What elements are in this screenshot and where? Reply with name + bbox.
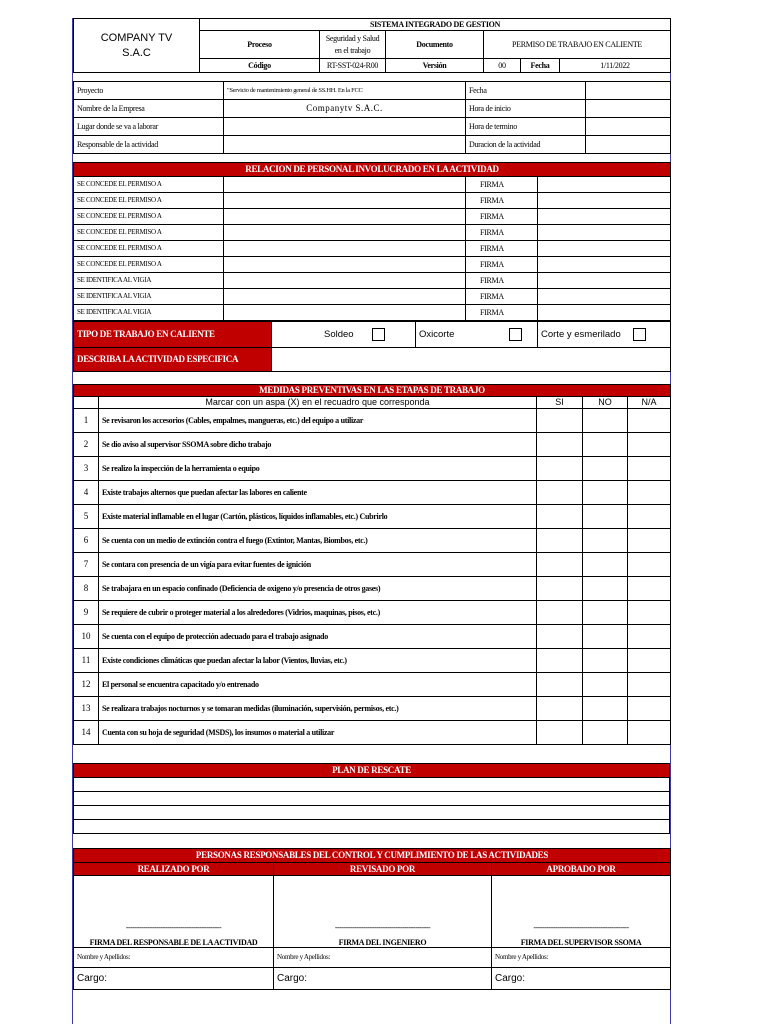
measure-row [74,577,671,601]
personnel-row [74,209,671,225]
oxicorte-label: Oxicorte [419,329,455,341]
measure-text: Se dio aviso al supervisor SSOMA sobre dicho trabajo [99,433,537,457]
documento-value: PERMISO DE TRABAJO EN CALIENTE [484,31,671,59]
measure-na-cell[interactable] [628,433,671,457]
measure-na-cell[interactable] [628,409,671,433]
personnel-signature[interactable] [538,177,671,193]
permit-form [72,18,671,1024]
personnel-signature[interactable] [538,273,671,289]
measure-si-cell[interactable] [537,649,583,673]
rescue-line[interactable] [74,820,670,834]
personnel-row [74,257,671,273]
measure-na-cell[interactable] [628,529,671,553]
personnel-table [73,162,671,321]
measure-na-cell[interactable] [628,481,671,505]
measure-number: 4 [74,481,99,505]
measures-table [73,384,671,745]
col-na: N/A [628,397,671,409]
measure-si-cell[interactable] [537,409,583,433]
proceso-value [320,31,386,59]
personnel-row [74,273,671,289]
personnel-row-label: SE CONCEDE EL PERMISO A [74,241,224,257]
measure-row [74,433,671,457]
option-oxicorte [416,322,538,348]
describe-input[interactable] [272,348,671,372]
personnel-name[interactable] [224,273,466,289]
measure-row [74,505,671,529]
measure-text: Cuenta con su hoja de seguridad (MSDS), los insumos o material a utilizar [99,721,537,745]
measure-row [74,409,671,433]
signature-area-aprobado[interactable] [492,876,671,948]
describe-label: DESCRIBA LA ACTIVIDAD ESPECIFICA [74,348,272,372]
personnel-signature[interactable] [538,225,671,241]
documento-label: Documento [386,31,484,59]
option-soldeo [272,322,416,348]
measure-text: Existe trabajos alternos que puedan afectar las labores en caliente [99,481,537,505]
company-name: COMPANY TV [100,31,173,44]
signature-line: -------------------------------------------- [125,922,222,932]
measure-si-cell[interactable] [537,625,583,649]
measure-no-cell[interactable] [583,673,628,697]
corte-checkbox[interactable] [633,328,646,341]
signature-area-revisado[interactable] [274,876,492,948]
proceso-label: Proceso [200,31,320,59]
measure-row [74,697,671,721]
personnel-row [74,193,671,209]
firma-label: FIRMA [466,241,538,257]
measure-row [74,553,671,577]
personnel-signature[interactable] [538,305,671,321]
personnel-row-label: SE IDENTIFICA AL VIGIA [74,289,224,305]
empresa-label: Nombre de la Empresa [74,100,224,118]
personnel-signature[interactable] [538,289,671,305]
measure-number: 5 [74,505,99,529]
firma-label: FIRMA [466,257,538,273]
measure-text: El personal se encuentra capacitado y/o entrenado [99,673,537,697]
measure-number: 14 [74,721,99,745]
measure-text: Se requiere de cubrir o proteger material a los alrededores (Vidrios, maquinas, pisos, etc.) [99,601,537,625]
measure-na-cell[interactable] [628,601,671,625]
personnel-signature[interactable] [538,193,671,209]
measure-number: 8 [74,577,99,601]
measure-row [74,457,671,481]
measure-text: Se cuenta con un medio de extinción contra el fuego (Extintor, Mantas, Biombos, etc.) [99,529,537,553]
corte-label: Corte y esmerilado [541,329,621,341]
measure-no-cell[interactable] [583,481,628,505]
proyecto-value[interactable]: "Servicio de mantenimiento general de SS.HH. En la FCC [224,82,466,100]
measure-si-cell[interactable] [537,553,583,577]
measure-no-cell[interactable] [583,625,628,649]
personnel-name[interactable] [224,209,466,225]
measure-row [74,481,671,505]
measure-na-cell[interactable] [628,553,671,577]
empresa-value[interactable]: Companytv S.A.C. [224,100,466,118]
personnel-name[interactable] [224,177,466,193]
measure-no-cell[interactable] [583,601,628,625]
rescue-title: PLAN DE RESCATE [74,764,670,778]
option-corte [538,322,671,348]
personnel-row-label: SE CONCEDE EL PERMISO A [74,257,224,273]
fecha-info-label: Fecha [466,82,586,100]
measure-text: Existe condiciones climáticas que puedan afectar la labor (Vientos, lluvias, etc.) [99,649,537,673]
personnel-name[interactable] [224,193,466,209]
measure-si-cell[interactable] [537,481,583,505]
col-si: SI [537,397,583,409]
personnel-row [74,241,671,257]
measure-si-cell[interactable] [537,697,583,721]
nombre-field[interactable]: Nombre y Apellidos: [492,948,671,968]
hora-termino-value[interactable] [586,118,671,136]
duracion-label: Duracion de la actividad [466,136,586,154]
measure-na-cell[interactable] [628,457,671,481]
personnel-row-label: SE CONCEDE EL PERMISO A [74,209,224,225]
revisado-header: REVISADO POR [274,863,492,876]
measures-header-num [74,397,99,409]
measure-si-cell[interactable] [537,505,583,529]
firma-label: FIRMA [466,193,538,209]
rescue-table [73,763,670,834]
personnel-signature[interactable] [538,209,671,225]
measure-na-cell[interactable] [628,625,671,649]
firma-label: FIRMA [466,289,538,305]
firma-label: FIRMA [466,209,538,225]
proyecto-label: Proyecto [74,82,224,100]
personnel-name[interactable] [224,305,466,321]
firma-label: FIRMA [466,177,538,193]
measure-text: Se realizara trabajos nocturnos y se tomaran medidas (iluminación, supervisión, permisos, etc.) [99,697,537,721]
measures-title: MEDIDAS PREVENTIVAS EN LAS ETAPAS DE TRABAJO [74,385,671,397]
responsable-value[interactable] [224,136,466,154]
system-title: SISTEMA INTEGRADO DE GESTION [200,19,671,31]
measure-text: Existe material inflamable en el lugar (Cartón, plásticos, líquidos inflamables, etc.) Cubrirlo [99,505,537,529]
nombre-field[interactable]: Nombre y Apellidos: [274,948,492,968]
personnel-name[interactable] [224,225,466,241]
measure-na-cell[interactable] [628,577,671,601]
measure-number: 13 [74,697,99,721]
measure-number: 11 [74,649,99,673]
personnel-row [74,225,671,241]
personnel-name[interactable] [224,289,466,305]
personnel-row-label: SE CONCEDE EL PERMISO A [74,193,224,209]
measure-row [74,625,671,649]
rescue-line[interactable] [74,792,670,806]
measure-na-cell[interactable] [628,697,671,721]
company-logo-text [74,19,200,73]
measure-no-cell[interactable] [583,553,628,577]
duracion-value[interactable] [586,136,671,154]
measure-no-cell[interactable] [583,649,628,673]
cargo-field[interactable]: Cargo: [274,968,492,990]
measure-row [74,649,671,673]
hora-termino-label: Hora de termino [466,118,586,136]
measure-row [74,673,671,697]
measure-no-cell[interactable] [583,529,628,553]
soldeo-checkbox[interactable] [372,328,385,341]
measure-number: 7 [74,553,99,577]
measure-si-cell[interactable] [537,721,583,745]
measure-number: 9 [74,601,99,625]
measure-no-cell[interactable] [583,577,628,601]
measure-na-cell[interactable] [628,649,671,673]
measures-instruction: Marcar con un aspa (X) en el recuadro que corresponda [99,397,537,409]
measure-na-cell[interactable] [628,673,671,697]
signature-area-realizado[interactable] [74,876,274,948]
cargo-field[interactable]: Cargo: [74,968,274,990]
measure-no-cell[interactable] [583,721,628,745]
activity-info [73,81,671,154]
soldeo-label: Soldeo [324,329,354,341]
proceso-value-line2: en el trabajo [334,45,371,55]
measure-row [74,529,671,553]
oxicorte-checkbox[interactable] [509,328,522,341]
personnel-row [74,289,671,305]
measure-no-cell[interactable] [583,505,628,529]
personnel-name[interactable] [224,241,466,257]
measure-number: 12 [74,673,99,697]
measure-no-cell[interactable] [583,697,628,721]
measure-row [74,601,671,625]
measure-no-cell[interactable] [583,409,628,433]
codigo-value: RT-SST-024-R00 [320,59,386,73]
firma-label: FIRMA [466,273,538,289]
work-type-label: TIPO DE TRABAJO EN CALIENTE [74,322,272,348]
col-no: NO [583,397,628,409]
company-suffix: S.A.C [122,46,151,59]
measure-number: 10 [74,625,99,649]
version-label: Versión [386,59,484,73]
signature-line: -------------------------------------------- [334,922,431,932]
signature-caption: FIRMA DEL INGENIERO [338,937,427,947]
aprobado-header: APROBADO POR [492,863,671,876]
realizado-header: REALIZADO POR [74,863,274,876]
cargo-field[interactable]: Cargo: [492,968,671,990]
measure-number: 2 [74,433,99,457]
measure-si-cell[interactable] [537,433,583,457]
proceso-value-line1: Seguridad y Salud [325,33,380,43]
measure-number: 6 [74,529,99,553]
measure-number: 3 [74,457,99,481]
codigo-label: Código [200,59,320,73]
measure-row [74,721,671,745]
personnel-row [74,305,671,321]
hora-inicio-label: Hora de inicio [466,100,586,118]
rescue-line[interactable] [74,806,670,820]
measure-number: 1 [74,409,99,433]
measure-na-cell[interactable] [628,721,671,745]
measure-si-cell[interactable] [537,529,583,553]
measure-si-cell[interactable] [537,673,583,697]
lugar-label: Lugar donde se va a laborar [74,118,224,136]
measure-na-cell[interactable] [628,505,671,529]
rescue-line[interactable] [74,778,670,792]
firma-label: FIRMA [466,225,538,241]
measure-text: Se realizo la inspección de la herramienta o equipo [99,457,537,481]
measure-text: Se revisaron los accesorios (Cables, empalmes, mangueras, etc.) del equipo a utilizar [99,409,537,433]
responsibles-table [73,848,671,990]
version-value: 00 [484,59,521,73]
personnel-row-label: SE CONCEDE EL PERMISO A [74,177,224,193]
responsable-label: Responsable de la actividad [74,136,224,154]
measure-text: Se contara con presencia de un vigía para evitar fuentes de ignición [99,553,537,577]
measure-si-cell[interactable] [537,577,583,601]
measure-text: Se cuenta con el equipo de protección adecuado para el trabajo asignado [99,625,537,649]
responsibles-title: PERSONAS RESPONSABLES DEL CONTROL Y CUMPLIMIENTO DE LAS ACTIVIDADES [74,849,671,863]
personnel-row-label: SE IDENTIFICA AL VIGIA [74,273,224,289]
hora-inicio-value[interactable] [586,100,671,118]
personnel-name[interactable] [224,257,466,273]
personnel-row-label: SE IDENTIFICA AL VIGIA [74,305,224,321]
measure-no-cell[interactable] [583,433,628,457]
measure-si-cell[interactable] [537,601,583,625]
signature-caption: FIRMA DEL RESPONSABLE DE LA ACTIVIDAD [89,937,258,947]
fecha-value: 1/11/2022 [560,59,671,73]
lugar-value[interactable] [224,118,466,136]
signature-line: -------------------------------------------- [533,922,629,932]
signature-caption: FIRMA DEL SUPERVISOR SSOMA [520,937,642,947]
personnel-signature[interactable] [538,241,671,257]
fecha-info-value[interactable] [586,82,671,100]
personnel-title: RELACION DE PERSONAL INVOLUCRADO EN LA ACTIVIDAD [74,163,671,177]
measure-text: Se trabajara en un espacio confinado (Deficiencia de oxigeno y/o presencia de otros gases) [99,577,537,601]
personnel-row-label: SE CONCEDE EL PERMISO A [74,225,224,241]
personnel-row [74,177,671,193]
work-type-table [73,321,671,372]
measure-si-cell[interactable] [537,457,583,481]
personnel-signature[interactable] [538,257,671,273]
fecha-label: Fecha [521,59,560,73]
measure-no-cell[interactable] [583,457,628,481]
firma-label: FIRMA [466,305,538,321]
document-header [73,18,671,73]
nombre-field[interactable]: Nombre y Apellidos: [74,948,274,968]
